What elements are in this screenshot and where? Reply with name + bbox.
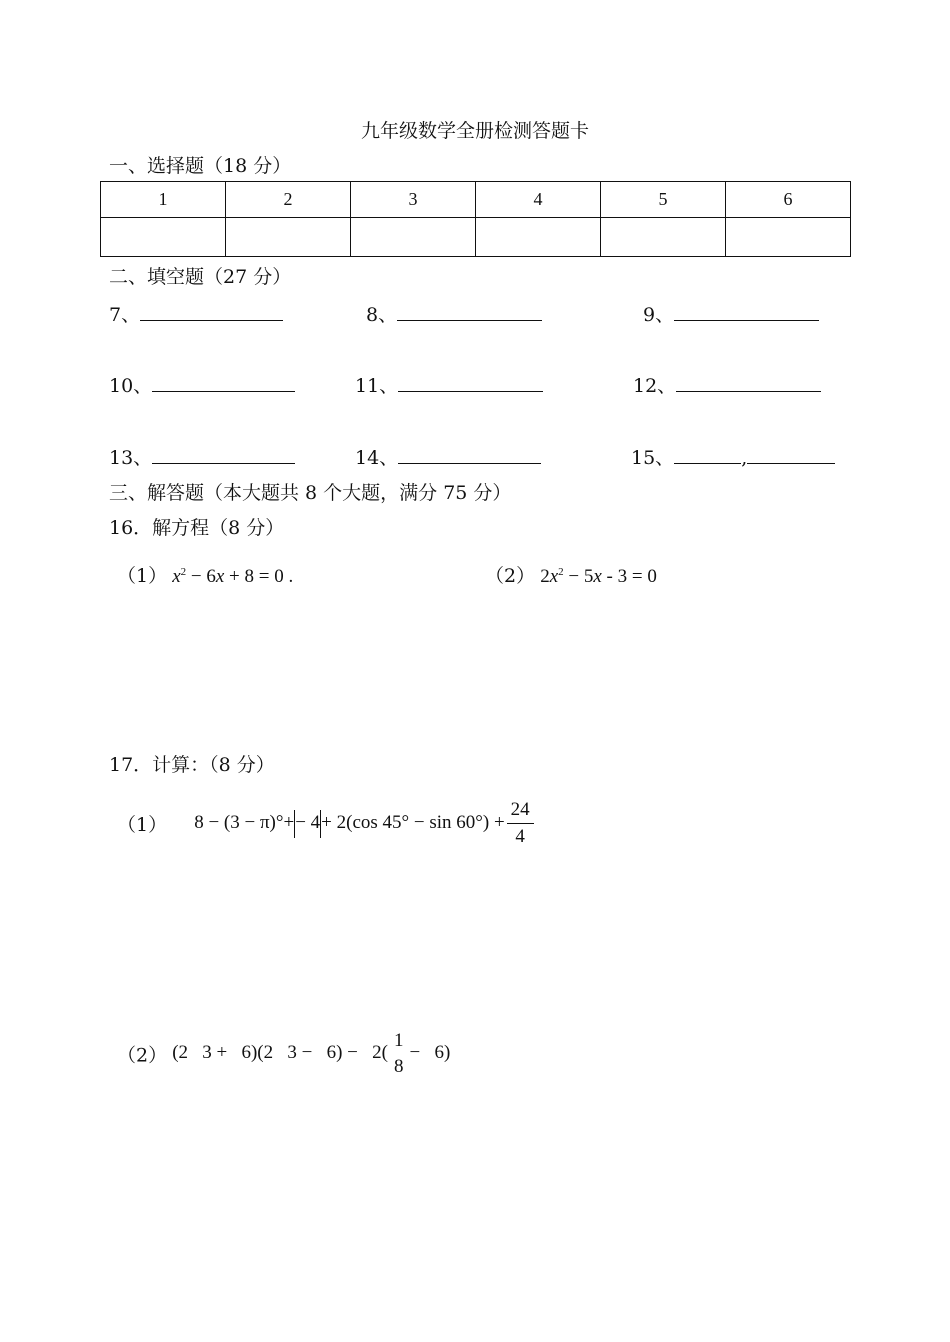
answer-cell[interactable] xyxy=(351,218,476,257)
fill-blank[interactable] xyxy=(398,445,541,464)
answer-table-header: 1 xyxy=(101,182,226,218)
variable: x xyxy=(215,566,225,587)
math-text: − 6 xyxy=(190,566,216,587)
fraction xyxy=(507,799,534,848)
fill-item-label: 10、 xyxy=(109,375,153,397)
fill-item-12 xyxy=(633,371,821,398)
fill-blank[interactable] xyxy=(152,445,295,464)
variable: x xyxy=(172,566,181,587)
math-text: (2 3 + 6)(2 3 − 6) − 2( xyxy=(172,1042,388,1064)
fill-item-15 xyxy=(631,443,835,470)
numerator: 24 xyxy=(510,799,530,820)
fill-item-8 xyxy=(366,300,542,327)
fill-item-10 xyxy=(109,371,295,398)
math-text: 2 xyxy=(540,566,550,587)
answer-table-header: 3 xyxy=(351,182,476,218)
q17-heading: 17．计算：（8 分） xyxy=(109,754,275,776)
fill-item-label: 7、 xyxy=(109,304,141,326)
fill-item-label: 15、 xyxy=(631,447,675,469)
variable: x xyxy=(593,566,602,587)
fill-item-13 xyxy=(109,443,295,470)
answer-cell[interactable] xyxy=(601,218,726,257)
fill-blank[interactable] xyxy=(676,373,821,392)
expression-1 xyxy=(194,799,535,847)
fill-blank[interactable] xyxy=(747,445,835,464)
fill-item-label: 8、 xyxy=(366,304,398,326)
fill-blank[interactable] xyxy=(674,445,741,464)
math-text: − 4 xyxy=(295,811,321,833)
numerator: 1 xyxy=(393,1030,404,1051)
q16-part2 xyxy=(485,561,657,588)
fill-item-label: 12、 xyxy=(633,375,677,397)
answer-table xyxy=(100,181,851,257)
answer-cell[interactable] xyxy=(101,218,226,257)
part-label: （2） xyxy=(485,565,536,587)
fill-item-label: 14、 xyxy=(355,447,399,469)
expression-2 xyxy=(172,1030,451,1077)
math-text: + 2(cos 45° − sin 60°) + xyxy=(321,811,505,833)
q16-part1 xyxy=(117,561,293,588)
math-text: − 6) xyxy=(409,1042,451,1064)
q17-part1 xyxy=(117,799,536,848)
q17-part2 xyxy=(117,1030,450,1078)
part-label: （2） xyxy=(117,1044,168,1067)
math-text: - 3 = 0 xyxy=(606,566,657,587)
fraction xyxy=(390,1030,408,1078)
fill-item-11 xyxy=(355,371,543,398)
fill-item-label: 9、 xyxy=(643,304,675,326)
equation-2 xyxy=(540,566,657,587)
fill-blank[interactable] xyxy=(140,302,283,321)
variable: x xyxy=(549,566,559,587)
fill-item-label: 11、 xyxy=(355,375,399,397)
answer-table-header: 6 xyxy=(726,182,851,218)
math-text: − 5 xyxy=(568,566,594,587)
answer-cell[interactable] xyxy=(226,218,351,257)
math-text: + 8 = 0 . xyxy=(229,566,294,587)
denominator: 8 xyxy=(393,1056,404,1077)
exponent: 2 xyxy=(558,566,564,578)
equation-1 xyxy=(172,566,293,587)
math-text: 8 − (3 − π)°+ xyxy=(194,811,295,833)
answer-table-header: 5 xyxy=(601,182,726,218)
section-fill-heading: 二、填空题（27 分） xyxy=(109,266,292,288)
answer-table-header: 2 xyxy=(226,182,351,218)
fill-blank[interactable] xyxy=(152,373,295,392)
fill-comma: , xyxy=(741,447,748,469)
section-solve-heading: 三、解答题（本大题共 8 个大题，满分 75 分） xyxy=(109,482,512,504)
fill-item-14 xyxy=(355,443,541,470)
fill-blank[interactable] xyxy=(674,302,819,321)
answer-cell[interactable] xyxy=(726,218,851,257)
answer-cell[interactable] xyxy=(476,218,601,257)
fill-item-7 xyxy=(109,300,283,327)
q16-heading: 16．解方程（8 分） xyxy=(109,517,285,539)
exponent: 2 xyxy=(180,566,187,578)
section-choice-heading: 一、选择题（18 分） xyxy=(109,155,292,177)
part-label: （1） xyxy=(117,565,168,587)
denominator: 4 xyxy=(507,823,534,848)
fill-blank[interactable] xyxy=(398,373,543,392)
answer-table-header: 4 xyxy=(476,182,601,218)
fill-item-9 xyxy=(643,300,819,327)
page-title: 九年级数学全册检测答题卡 xyxy=(360,120,589,142)
fill-item-label: 13、 xyxy=(109,447,153,469)
part-label: （1） xyxy=(117,814,168,836)
fill-blank[interactable] xyxy=(397,302,542,321)
